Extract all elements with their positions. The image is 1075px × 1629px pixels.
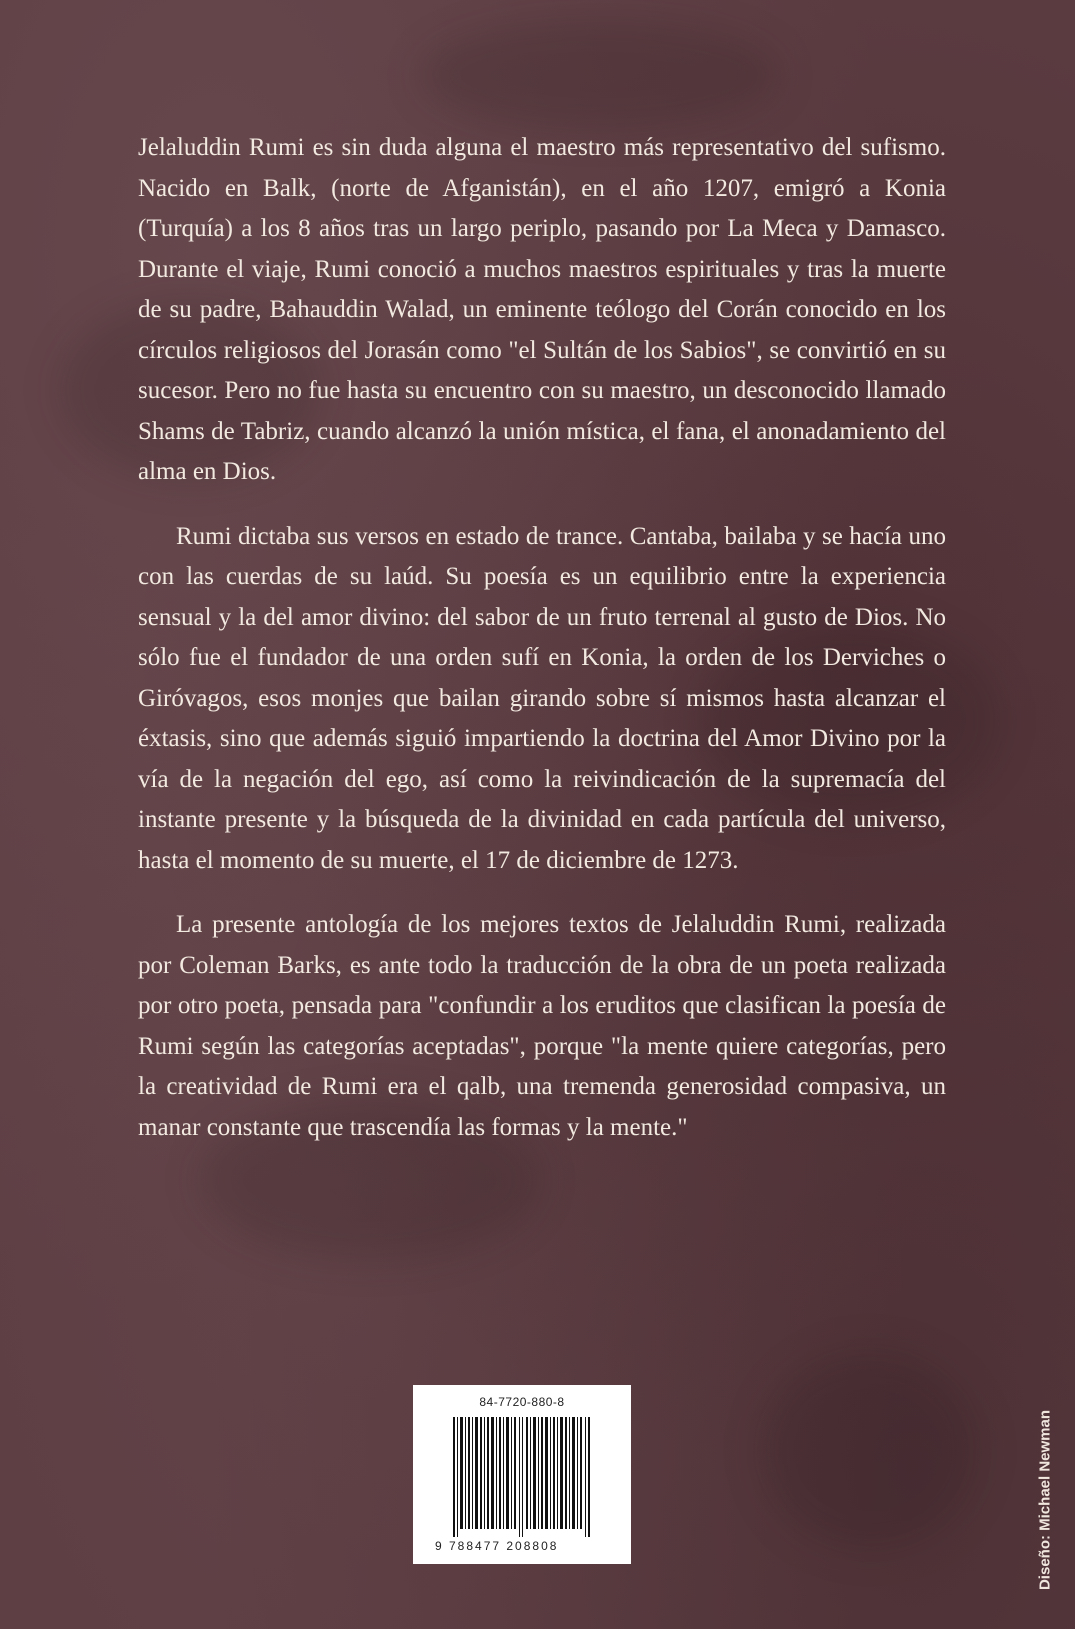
isbn-barcode	[413, 1385, 631, 1564]
blurb-paragraph-1: Jelaluddin Rumi es sin duda alguna el maestro más representativo del sufismo. Nacido en Balk, (norte de Afganistán), en el año 1207, emigró a Konia (Turquía) a los 8 años tras un largo periplo, pasando por La Meca y Damasco. Durante el viaje, Rumi conoció a muchos maestros espirituales y tras la muerte de su padre, Bahauddin Walad, un eminente teólogo del Corán conocido en los círculos religiosos del Jorasán como "el Sultán de los Sabios", se convirtió en su sucesor. Pero no fue hasta su encuentro con su maestro, un desconocido llamado Shams de Tabriz, cuando alcanzó la unión mística, el fana, el anonadamiento del alma en Dios.	[138, 134, 946, 485]
design-credit	[1030, 1400, 1060, 1600]
isbn-number: 84-7720-880-8	[479, 1395, 565, 1409]
blurb-paragraph-2: Rumi dictaba sus versos en estado de trance. Cantaba, bailaba y se hacía uno con las cuerdas de su laúd. Su poesía es un equilibrio entre la experiencia sensual y la del amor divino: del sabor de un fruto terrenal al gusto de Dios. No sólo fue el fundador de una orden sufí en Konia, la orden de los Derviches o Giróvagos, esos monjes que bailan girando sobre sí mismos hasta alcanzar el éxtasis, sino que además siguió impartiendo la doctrina del Amor Divino por la vía de la negación del ego, así como la reivindicación de la supremacía del instante presente y la búsqueda de la divinidad en cada partícula del universo, hasta el momento de su muerte, el 17 de diciembre de 1273.	[138, 522, 946, 874]
texture-blotch	[760, 1350, 980, 1550]
barcode-bars	[453, 1417, 591, 1537]
design-credit-label: Diseño: Michael Newman	[1036, 1409, 1054, 1591]
texture-blotch	[420, 20, 780, 130]
blurb-paragraph-3: La presente antología de los mejores textos de Jelaluddin Rumi, realizada por Coleman Barks, es ante todo la traducción de la obra de un poeta realizada por otro poeta, pensada para "confundir a los eruditos que clasifican la poesía de Rumi según las categorías aceptadas", porque "la mente quiere categorías, pero la creatividad de Rumi era el qalb, una tremenda generosidad compasiva, un manar constante que trascendía las formas y la mente."	[138, 911, 946, 1141]
back-cover-blurb	[138, 128, 946, 1172]
ean-number: 9 788477 208808	[435, 1539, 559, 1553]
